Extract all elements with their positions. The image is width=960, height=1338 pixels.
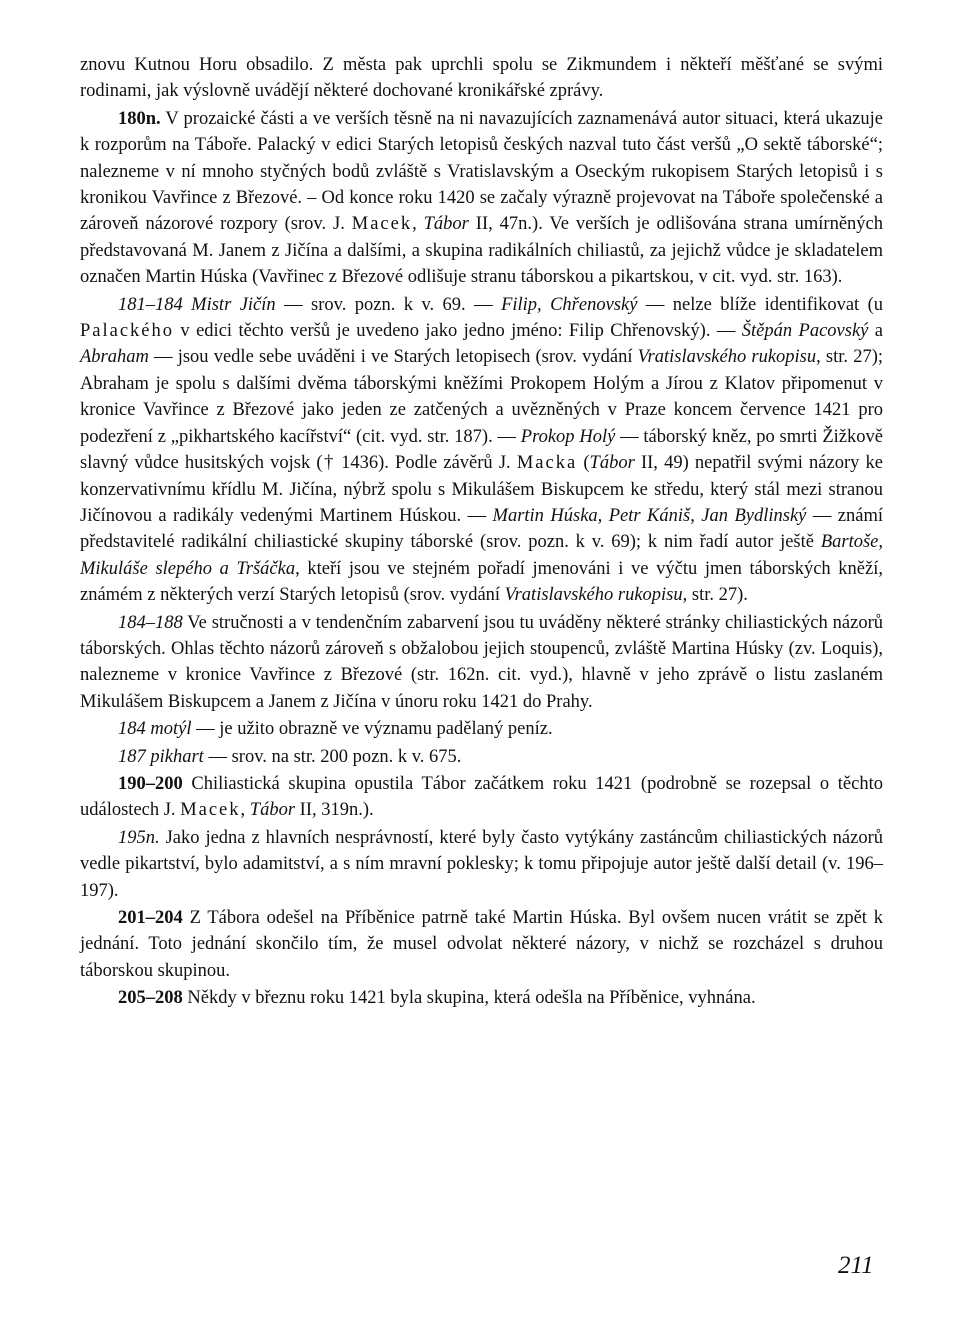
text-run: , str. 27); Abraham je spolu s dalšími dvěma táborskými kněžími Prokopem Holým a Jírou z Klatov připomenut v kronice Vavřince z Březové jako jeden ze zatčených a uvězněných v Praze koncem července 1421 pro podezření z „pikhartského kacířství“ (cit. vyd. str. 187). — bbox=[80, 347, 883, 447]
text-run: — táborský kněz, po smrti Žižkově slavný vůdce husitských vojsk († 1436). Podle závěrů J. bbox=[80, 426, 883, 474]
text-run: Macek bbox=[180, 800, 241, 821]
text-run: , bbox=[412, 214, 424, 235]
paragraph bbox=[80, 825, 883, 904]
text-run: Filip, Chřenovský bbox=[501, 294, 638, 315]
page-body bbox=[80, 52, 883, 1013]
text-run: 180n. bbox=[118, 108, 161, 129]
text-run: 184–188 bbox=[118, 612, 183, 633]
text-run: — jsou vedle sebe uváděni i ve Starých letopisech (srov. vydání bbox=[148, 347, 638, 368]
text-run: — je užito obrazně ve významu padělaný peníz. bbox=[191, 719, 553, 740]
text-run: Vratislavského rukopisu bbox=[637, 347, 817, 368]
text-run: Palackého bbox=[80, 321, 175, 342]
text-run: Tábor bbox=[423, 214, 469, 235]
text-run: 184 motýl bbox=[118, 719, 192, 740]
text-run: Ve stručnosti a v tendenčním zabarvení jsou tu uváděny některé stránky chiliastických názorů táborských. Ohlas těchto názorů zároveň s obžalobou jejich stoupenců, zvláště Martina Húsky (zv. Loquis), nalezneme v kronice Vavřince z Březové (str. 162n. cit. vyd.), hlavně v jeho zprávě o listu zaslaném Mikulášem Biskupcem a Janem z Jičína v únoru roku 1421 do Prahy. bbox=[80, 612, 883, 712]
paragraph bbox=[80, 610, 883, 716]
text-run: Vratislavského rukopisu bbox=[504, 585, 683, 606]
text-run: 201–204 bbox=[118, 908, 183, 928]
text-run: Macka bbox=[516, 453, 578, 474]
text-run: — nelze blíže identifikovat (u bbox=[637, 294, 884, 315]
text-run: Martin Húska, Petr Kániš, Jan Bydlinský bbox=[492, 505, 807, 526]
text-run: , kteří jsou ve stejném pořadí jmenováni i ve výčtu jmen táborských kněží, známém z některých verzí Starých letopisů (srov. vydání bbox=[80, 558, 883, 606]
text-run: , bbox=[240, 800, 250, 821]
text-run: — známí představitelé radikální chiliastické skupiny táborské (srov. pozn. k v. 69); k nim řadí autor ještě bbox=[80, 505, 884, 553]
text-run: ( bbox=[577, 453, 590, 474]
text-run: II, 49) nepatřil svými názory ke konzervativnímu křídlu M. Jičína, nýbrž spolu s Mikulášem Biskupcem ke středu, který stál mezi stranou Jičínovou a radikály vedenými Martinem Húskou. — bbox=[80, 453, 883, 526]
text-run: Chiliastická skupina opustila Tábor začátkem roku 1421 (podrobně se rozepsal o těchto událostech J. bbox=[80, 773, 883, 821]
text-run: 181–184 Mistr Jičín bbox=[118, 294, 276, 315]
text-run: v edici těchto veršů je uvedeno jako jedno jméno: Filip Chřenovský). — bbox=[174, 321, 742, 342]
text-run: Abraham bbox=[80, 347, 149, 368]
text-run: Jako jedna z hlavních nesprávností, které byly často vytýkány zastáncům chiliastických názorů vedle pikartství, bylo adamitství, a s ním mravní poklesky; k tomu připojuje autor ještě další detail (v. 196–197). bbox=[80, 827, 883, 901]
paragraph bbox=[80, 744, 883, 770]
text-run: — srov. pozn. k v. 69. — bbox=[275, 294, 502, 315]
text-run: Bartoše, Mikuláše slepého a Tršáčka bbox=[80, 532, 883, 579]
text-run: Tábor bbox=[249, 800, 296, 821]
text-run: a bbox=[868, 321, 883, 342]
paragraph bbox=[80, 716, 883, 742]
paragraph bbox=[80, 905, 883, 984]
paragraph bbox=[80, 771, 883, 824]
paragraph bbox=[80, 985, 883, 1011]
paragraph bbox=[80, 292, 883, 609]
text-run: Štěpán Pacovský bbox=[741, 321, 869, 342]
paragraph bbox=[80, 106, 883, 291]
text-run: V prozaické části a ve verších těsně na ni navazujících zaznamenává autor situaci, která ukazuje k rozporům na Táboře. Palacký v edici Starých letopisů českých nazval tuto část veršů „O sektě táborské“; nalezneme v ní mnoho styčných bodů zvláště s Vratislavským a Oseckým rukopisem Starých letopisů i s kronikou Vavřince z Březové. – Od konce roku 1420 se začaly výrazně projevovat na Táboře společenské a zároveň názorové rozpory (srov. J. bbox=[80, 108, 883, 235]
text-run: — srov. na str. 200 pozn. k v. 675. bbox=[203, 746, 462, 767]
text-run: , str. 27). bbox=[682, 585, 748, 606]
text-run: II, 47n.). Ve verších je odlišována strana umírněných představovaná M. Janem z Jičína a dalšími, a skupina radikálních chiliastů, za jejichž vůdce je skladatelem označen Martin Húska (Vavřinec z Březové odlišuje stranu táborskou a pikartskou, v cit. vyd. str. 163). bbox=[80, 214, 884, 288]
paragraph bbox=[80, 52, 883, 105]
text-run: Někdy v březnu roku 1421 byla skupina, která odešla na Příběnice, vyhnána. bbox=[182, 988, 756, 1009]
text-run: Tábor bbox=[589, 453, 635, 474]
text-run: Macek bbox=[351, 214, 413, 235]
text-run: 205–208 bbox=[118, 988, 183, 1009]
text-run: 187 pikhart bbox=[118, 746, 204, 767]
page-number: 211 bbox=[838, 1252, 874, 1279]
text-run: 190–200 bbox=[118, 773, 183, 794]
text-run: 195n. bbox=[118, 827, 160, 848]
text-run: II, 319n.). bbox=[295, 800, 374, 821]
text-run: znovu Kutnou Horu obsadilo. Z města pak uprchli spolu se Zikmundem i někteří měšťané se svými rodinami, jak výslovně uvádějí některé dochované kronikářské zprávy. bbox=[80, 55, 883, 102]
text-run: Z Tábora odešel na Příběnice patrně také Martin Húska. Byl ovšem nucen vrátit se zpět k jednání. Toto jednání skončilo tím, že musel odvolat některé názory, v nichž se rozcházel s druhou táborskou skupinou. bbox=[80, 908, 883, 981]
text-run: Prokop Holý bbox=[520, 426, 616, 447]
